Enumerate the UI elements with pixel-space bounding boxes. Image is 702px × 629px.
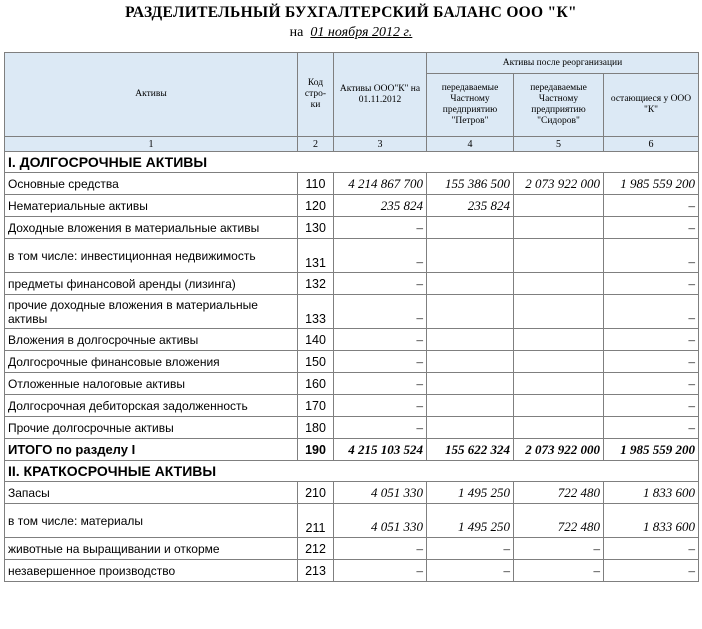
row-label: Отложенные налоговые активы xyxy=(5,373,298,395)
row-value: 235 824 xyxy=(334,195,427,217)
table-row xyxy=(5,239,699,273)
row-label: Прочие долгосрочные активы xyxy=(5,417,298,439)
row-value: – xyxy=(334,560,427,582)
balance-table xyxy=(4,52,699,582)
row-code: 150 xyxy=(298,351,334,373)
row-label: предметы финансовой аренды (лизинга) xyxy=(5,273,298,295)
table-row xyxy=(5,273,699,295)
table-row xyxy=(5,417,699,439)
row-value: – xyxy=(334,351,427,373)
row-value: – xyxy=(334,273,427,295)
row-value: – xyxy=(604,417,699,439)
row-value: 1 833 600 xyxy=(604,504,699,538)
row-code: 130 xyxy=(298,217,334,239)
total-row xyxy=(5,439,699,461)
row-code: 190 xyxy=(298,439,334,461)
row-label: Нематериальные активы xyxy=(5,195,298,217)
table-row xyxy=(5,482,699,504)
row-value: 2 073 922 000 xyxy=(514,439,604,461)
table-row xyxy=(5,351,699,373)
row-label: ИТОГО по разделу I xyxy=(5,439,298,461)
row-label: незавершенное производство xyxy=(5,560,298,582)
row-value xyxy=(427,217,514,239)
row-value: – xyxy=(334,395,427,417)
document-title: РАЗДЕЛИТЕЛЬНЫЙ БУХГАЛТЕРСКИЙ БАЛАНС ООО "К" xyxy=(125,4,577,21)
header-remaining: остающиеся у ООО "К" xyxy=(604,74,699,137)
section-header xyxy=(5,152,699,173)
row-value: – xyxy=(334,329,427,351)
header-book-value: Активы ООО"К" на 01.11.2012 xyxy=(334,53,427,137)
row-value: 4 051 330 xyxy=(334,504,427,538)
row-value: – xyxy=(514,560,604,582)
row-value: 722 480 xyxy=(514,504,604,538)
row-value: – xyxy=(514,538,604,560)
row-code: 120 xyxy=(298,195,334,217)
row-value: – xyxy=(604,239,699,273)
row-value: 1 495 250 xyxy=(427,482,514,504)
row-value xyxy=(427,295,514,329)
row-value: – xyxy=(604,373,699,395)
subtitle-prefix: на xyxy=(289,25,304,40)
row-label: в том числе: материалы xyxy=(5,504,298,538)
row-value: – xyxy=(604,195,699,217)
row-value xyxy=(427,417,514,439)
row-code: 160 xyxy=(298,373,334,395)
row-code: 110 xyxy=(298,173,334,195)
row-code: 211 xyxy=(298,504,334,538)
row-value: 1 833 600 xyxy=(604,482,699,504)
row-value: 2 073 922 000 xyxy=(514,173,604,195)
row-value xyxy=(514,329,604,351)
row-value: – xyxy=(604,273,699,295)
row-code: 133 xyxy=(298,295,334,329)
table-row xyxy=(5,329,699,351)
row-value xyxy=(514,417,604,439)
table-row xyxy=(5,395,699,417)
row-label: Основные средства xyxy=(5,173,298,195)
col-number: 2 xyxy=(298,137,334,152)
table-row xyxy=(5,217,699,239)
row-label: Долгосрочные финансовые вложения xyxy=(5,351,298,373)
row-code: 131 xyxy=(298,239,334,273)
header-sidorov: передаваемые Частному предприятию "Сидоров" xyxy=(514,74,604,137)
row-code: 213 xyxy=(298,560,334,582)
row-value: – xyxy=(334,417,427,439)
table-row xyxy=(5,195,699,217)
header-petrov: передаваемые Частному предприятию "Петров" xyxy=(427,74,514,137)
row-code: 140 xyxy=(298,329,334,351)
row-code: 170 xyxy=(298,395,334,417)
row-value xyxy=(514,351,604,373)
balance-date: 01 ноября 2012 г. xyxy=(310,25,413,40)
col-number: 4 xyxy=(427,137,514,152)
row-value: 1 985 559 200 xyxy=(604,439,699,461)
row-value: 1 985 559 200 xyxy=(604,173,699,195)
row-value: – xyxy=(334,295,427,329)
table-row xyxy=(5,295,699,329)
row-value: 155 622 324 xyxy=(427,439,514,461)
row-label: Вложения в долгосрочные активы xyxy=(5,329,298,351)
row-value: – xyxy=(604,351,699,373)
section-title: I. ДОЛГОСРОЧНЫЕ АКТИВЫ xyxy=(5,152,699,173)
table-row xyxy=(5,173,699,195)
row-value: – xyxy=(334,239,427,273)
document-subtitle xyxy=(0,25,702,41)
row-value: 155 386 500 xyxy=(427,173,514,195)
row-value: – xyxy=(334,217,427,239)
row-label: прочие доходные вложения в материальные активы xyxy=(5,295,298,329)
header-after-reorg: Активы после реорганизации xyxy=(427,53,699,74)
row-value: – xyxy=(334,538,427,560)
row-code: 180 xyxy=(298,417,334,439)
row-label: Долгосрочная дебиторская задолженность xyxy=(5,395,298,417)
row-value xyxy=(427,351,514,373)
row-value: – xyxy=(334,373,427,395)
row-value: 1 495 250 xyxy=(427,504,514,538)
row-value xyxy=(427,373,514,395)
row-value xyxy=(514,295,604,329)
col-number: 5 xyxy=(514,137,604,152)
row-value xyxy=(514,239,604,273)
row-label: Доходные вложения в материальные активы xyxy=(5,217,298,239)
row-value: 4 215 103 524 xyxy=(334,439,427,461)
row-value xyxy=(514,195,604,217)
row-value: – xyxy=(604,538,699,560)
col-number: 1 xyxy=(5,137,298,152)
table-row xyxy=(5,560,699,582)
row-value xyxy=(514,373,604,395)
col-number: 6 xyxy=(604,137,699,152)
row-value: 4 051 330 xyxy=(334,482,427,504)
row-value: – xyxy=(604,329,699,351)
row-value: 4 214 867 700 xyxy=(334,173,427,195)
section-title: II. КРАТКОСРОЧНЫЕ АКТИВЫ xyxy=(5,461,699,482)
row-value: – xyxy=(427,538,514,560)
row-value xyxy=(514,395,604,417)
table-row xyxy=(5,538,699,560)
row-value xyxy=(427,395,514,417)
row-value: 722 480 xyxy=(514,482,604,504)
column-number-row xyxy=(5,137,699,152)
row-label: Запасы xyxy=(5,482,298,504)
table-row xyxy=(5,373,699,395)
row-value xyxy=(514,217,604,239)
header-assets: Активы xyxy=(5,53,298,137)
row-value xyxy=(514,273,604,295)
row-value xyxy=(427,239,514,273)
section-header xyxy=(5,461,699,482)
row-value xyxy=(427,273,514,295)
row-code: 132 xyxy=(298,273,334,295)
row-value: 235 824 xyxy=(427,195,514,217)
row-value: – xyxy=(427,560,514,582)
row-code: 210 xyxy=(298,482,334,504)
header-code: Код стро-ки xyxy=(298,53,334,137)
row-label: животные на выращивании и откорме xyxy=(5,538,298,560)
row-value: – xyxy=(604,395,699,417)
row-value: – xyxy=(604,295,699,329)
row-value: – xyxy=(604,560,699,582)
table-row xyxy=(5,504,699,538)
row-label: в том числе: инвестиционная недвижимость xyxy=(5,239,298,273)
row-value xyxy=(427,329,514,351)
col-number: 3 xyxy=(334,137,427,152)
row-code: 212 xyxy=(298,538,334,560)
row-value: – xyxy=(604,217,699,239)
